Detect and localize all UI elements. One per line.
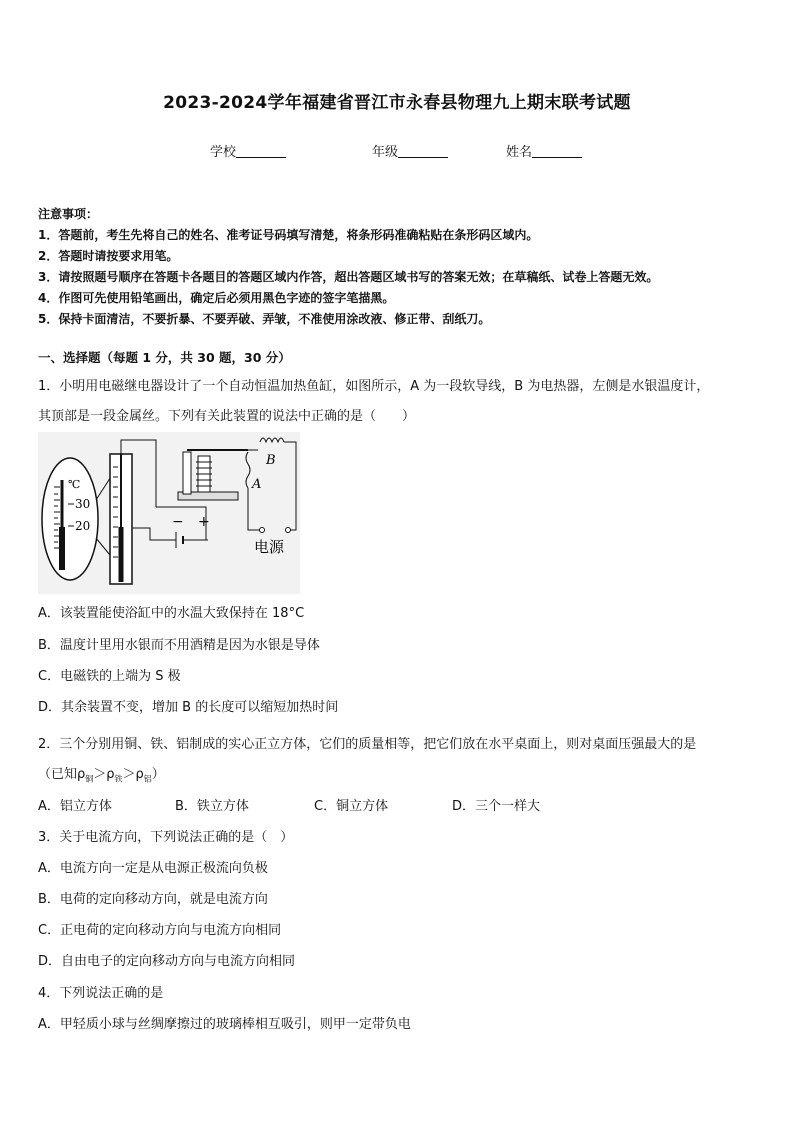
power-label: 电源 (254, 538, 285, 556)
school-field (210, 141, 286, 160)
page-title: 2023-2024学年福建省晋江市永春县物理九上期末联考试题 (163, 93, 631, 113)
grade-label: 年级 (372, 145, 399, 160)
plus-label: + (198, 514, 210, 530)
name-field (506, 141, 582, 160)
q2-stem-line2 (38, 763, 165, 785)
note-item: 2．答题时请按要求用笔。 (38, 249, 179, 263)
school-label: 学校 (210, 145, 237, 160)
q1-stem-line2: 其顶部是一段金属丝。下列有关此装置的说法中正确的是（ ） (38, 409, 416, 424)
q2-stem-line1: 2．三个分别用铜、铁、铝制成的实心正立方体，它们的质量相等，把它们放在水平桌面上，则对桌面压强最大的是 (38, 737, 697, 752)
tick-20: 20 (75, 519, 91, 533)
q2-option-c: C．铜立方体 (314, 799, 389, 814)
note-item: 4．作图可先使用铅笔画出，确定后必须用黑色字迹的签字笔描黑。 (38, 291, 395, 305)
q2-sub-iron: 铁 (114, 774, 123, 784)
q1-option-b: B．温度计里用水银而不用酒精是因为水银是导体 (38, 638, 320, 653)
q3-option-a: A．电流方向一定是从电源正极流向负极 (38, 861, 268, 876)
unit-label: ℃ (68, 478, 81, 491)
q2-sub-aluminum: 铝 (143, 774, 152, 784)
q2-option-a: A．铝立方体 (38, 799, 112, 814)
grade-blank (398, 145, 448, 158)
circuit-diagram (38, 432, 300, 594)
school-blank (236, 145, 286, 158)
q1-option-d: D．其余装置不变，增加 B 的长度可以缩短加热时间 (38, 700, 339, 715)
q4-option-a: A．甲轻质小球与丝绸摩擦过的玻璃棒相互吸引，则甲一定带负电 (38, 1017, 411, 1032)
name-blank (532, 145, 582, 158)
note-item: 1．答题前，考生先将自己的姓名、准考证号码填写清楚，将条形码准确粘贴在条形码区域内。 (38, 228, 539, 242)
q1-option-a: A．该装置能使浴缸中的水温大致保持在 18°C (38, 606, 305, 621)
q2-known-prefix: （已知ρ (38, 767, 86, 782)
q3-option-c: C．正电荷的定向移动方向与电流方向相同 (38, 923, 282, 938)
q2-option-b: B．铁立方体 (175, 799, 249, 814)
label-a: A (252, 477, 262, 492)
q1-stem-line1: 1．小明用电磁继电器设计了一个自动恒温加热鱼缸，如图所示，A 为一段软导线，B 为电热器，左侧是水银温度计， (38, 379, 710, 394)
name-label: 姓名 (506, 145, 533, 160)
q2-gt1: ＞ρ (93, 767, 115, 782)
note-item: 3．请按照题号顺序在答题卡各题目的答题区域内作答，超出答题区域书写的答案无效；在草稿纸、试卷上答题无效。 (38, 270, 659, 284)
notes-heading: 注意事项： (38, 207, 99, 221)
q2-option-d: D．三个一样大 (452, 799, 541, 814)
relay-circuit-figure (38, 432, 300, 594)
q1-option-c: C．电磁铁的上端为 S 极 (38, 669, 181, 684)
q3-stem: 3．关于电流方向，下列说法正确的是（ ） (38, 830, 294, 845)
minus-label: − (172, 514, 184, 530)
q2-gt2: ＞ρ (122, 767, 144, 782)
label-b: B (266, 453, 276, 468)
section-heading: 一、选择题（每题 1 分，共 30 题，30 分） (38, 350, 291, 365)
q2-sub-copper: 铜 (85, 774, 94, 784)
grade-field (372, 141, 448, 160)
tick-30: 30 (75, 497, 91, 511)
q2-known-suffix: ） (151, 767, 165, 782)
note-item: 5．保持卡面清洁，不要折暴、不要弄破、弄皱，不准使用涂改液、修正带、刮纸刀。 (38, 312, 491, 326)
q3-option-d: D．自由电子的定向移动方向与电流方向相同 (38, 954, 296, 969)
notes-block (38, 204, 658, 330)
q4-stem: 4．下列说法正确的是 (38, 986, 164, 1001)
q3-option-b: B．电荷的定向移动方向，就是电流方向 (38, 892, 268, 907)
